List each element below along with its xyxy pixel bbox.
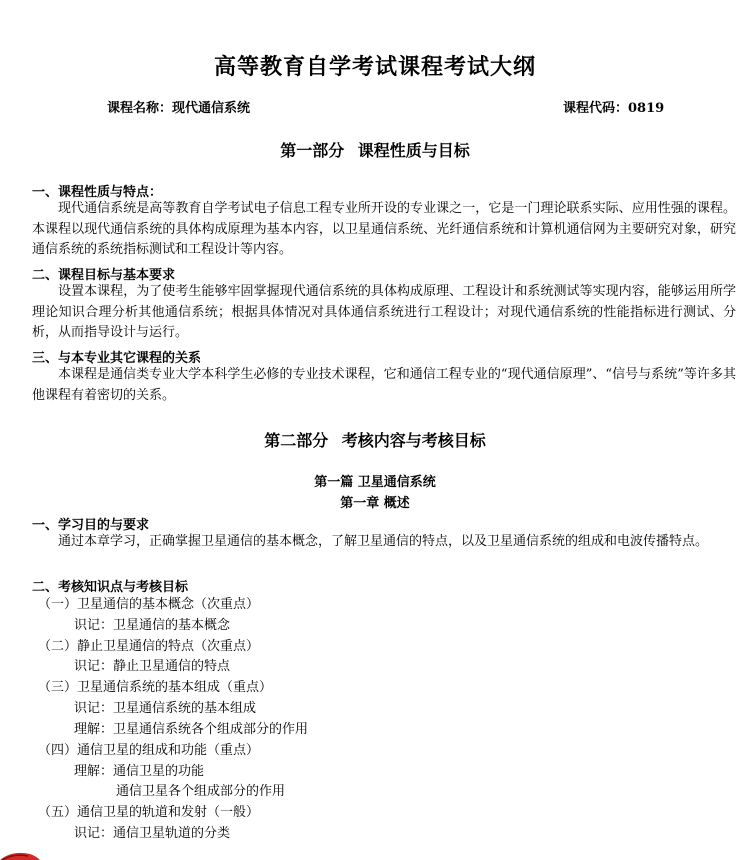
- pian-heading: 第一篇 卫星通信系统: [314, 475, 436, 490]
- part1-heading: 第一部分 课程性质与目标: [280, 141, 470, 160]
- list-item: （一）卫星通信的基本概念（次重点）: [38, 597, 260, 612]
- list-item: （四）通信卫星的组成和功能（重点）: [38, 743, 260, 758]
- part2-section2-heading: 二、考核知识点与考核目标: [32, 580, 189, 595]
- part1-section1-text: 现代通信系统是高等教育自学考试电子信息工程专业所开设的专业课之一，它是一门理论联系实际、应用性强的课程。本课程以现代通信系统的具体构成原理为基本内容，以卫星通信系统、光纤通信系统和计算机通信网为主要研究对象，研究通信系统的系统指标测试和工程设计等内容。: [32, 201, 736, 257]
- chapter-heading: 第一章 概述: [340, 496, 410, 511]
- part1-section3-text: 本课程是通信类专业大学本科学生必修的专业技术课程，它和通信工程专业的“现代通信原理”、“信号与系统”等许多其他课程有着密切的关系。: [32, 367, 736, 403]
- part2-section1-text: 通过本章学习，正确掌握卫星通信的基本概念，了解卫星通信的特点，以及卫星通信系统的组成和电波传播特点。: [58, 534, 709, 549]
- course-name: 课程名称：现代通信系统: [107, 101, 251, 116]
- list-item: 通信卫星各个组成部分的作用: [116, 784, 286, 799]
- document-title: 高等教育自学考试课程考试大纲: [213, 54, 536, 80]
- list-item: （三）卫星通信系统的基本组成（重点）: [38, 680, 273, 695]
- list-item: （五）通信卫星的轨道和发射（一般）: [38, 805, 260, 820]
- part1-section1-heading: 一、课程性质与特点：: [32, 185, 163, 200]
- list-item: 理解：通信卫星的功能: [74, 764, 205, 779]
- part1-section2-text: 设置本课程，为了使考生能够牢固掌握现代通信系统的具体构成原理、工程设计和系统测试等实现内容，能够运用所学理论知识合理分析其他通信系统；根据具体情况对具体通信系统进行工程设计；对现代通信系统的性能指标进行测试、分析，从而指导设计与运行。: [32, 284, 736, 340]
- corner-decoration-icon: [0, 848, 40, 860]
- list-item: 识记：卫星通信系统的基本组成: [74, 701, 257, 716]
- list-item: 识记：通信卫星轨道的分类: [74, 826, 231, 841]
- part2-heading: 第二部分 考核内容与考核目标: [264, 431, 486, 450]
- part1-section3-heading: 三、与本专业其它课程的关系: [32, 351, 202, 366]
- list-item: 识记：卫星通信的基本概念: [74, 618, 231, 633]
- part2-section1-heading: 一、学习目的与要求: [32, 518, 150, 533]
- list-item: 理解：卫星通信系统各个组成部分的作用: [74, 722, 309, 737]
- list-item: （二）静止卫星通信的特点（次重点）: [38, 639, 260, 654]
- list-item: 识记：静止卫星通信的特点: [74, 659, 231, 674]
- course-code: 课程代码：0819: [563, 101, 665, 116]
- part1-section2-heading: 二、课程目标与基本要求: [32, 268, 176, 283]
